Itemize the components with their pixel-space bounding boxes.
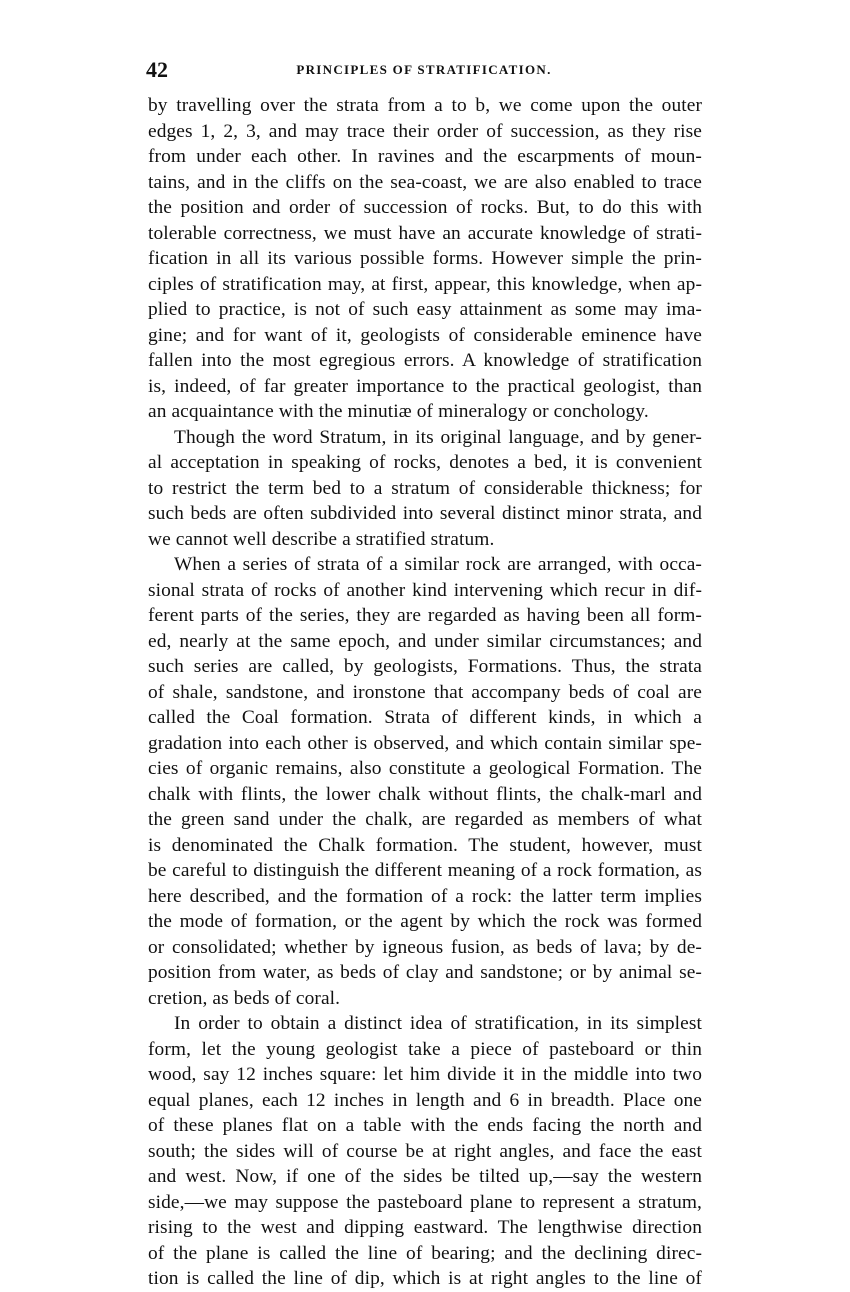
text-line: ed, nearly at the same epoch, and under similar circumstances; and [148,630,702,652]
text-line: sional strata of rocks of another kind intervening which recur in dif- [148,579,702,601]
text-line: of the plane is called the line of bearing; and the declining direc- [148,1242,702,1264]
text-line: the position and order of succession of rocks. But, to do this with [148,197,702,218]
text-line: to restrict the term bed to a stratum of considerable thickness; for [148,477,702,499]
text-line: we cannot well describe a stratified stratum. [148,528,495,550]
text-line: tion is called the line of dip, which is at right angles to the line of [148,1268,702,1289]
text-line: or consolidated; whether by igneous fusion, as beds of lava; by de- [148,936,702,958]
text-line: ferent parts of the series, they are regarded as having been all form- [148,605,702,626]
text-line: side,—we may suppose the pasteboard plane to represent a stratum, [148,1191,702,1213]
text-line: be careful to distinguish the different meaning of a rock formation, as [148,860,702,881]
text-line: rising to the west and dipping eastward. The lengthwise direction [148,1217,702,1238]
text-line: of these planes flat on a table with the ends facing the north and [148,1115,702,1136]
text-line: and west. Now, if one of the sides be tilted up,—say the western [148,1166,702,1187]
text-line: When a series of strata of a similar rock are arranged, with occa- [174,554,702,575]
text-line: is denominated the Chalk formation. The student, however, must [148,834,702,856]
text-line: gradation into each other is observed, and which contain similar spe- [148,732,702,754]
text-line: wood, say 12 inches square: let him divide it in the middle into two [148,1064,702,1085]
text-line: such beds are often subdivided into several distinct minor strata, and [148,503,702,524]
text-line: here described, and the formation of a rock: the latter term implies [148,885,702,907]
text-line: called the Coal formation. Strata of different kinds, in which a [148,707,702,728]
text-line: an acquaintance with the minutiæ of mineralogy or conchology. [148,401,649,422]
text-line: equal planes, each 12 inches in length and 6 in breadth. Place one [148,1089,702,1111]
text-line: the mode of formation, or the agent by which the rock was formed [148,911,702,932]
text-line: plied to practice, is not of such easy attainment as some may ima- [148,299,702,320]
text-line: fication in all its various possible forms. However simple the prin- [148,248,702,269]
text-line: chalk with flints, the lower chalk without flints, the chalk-marl and [148,783,702,805]
running-title: PRINCIPLES OF STRATIFICATION. [296,62,552,77]
text-line: fallen into the most egregious errors. A knowledge of stratification [148,350,702,371]
text-line: In order to obtain a distinct idea of stratification, in its simplest [174,1013,702,1034]
text-line: tolerable correctness, we must have an accurate knowledge of strati- [148,222,702,244]
text-line: cies of organic remains, also constitute a geological Formation. The [148,758,702,779]
text-line: is, indeed, of far greater importance to the practical geologist, than [148,375,702,397]
text-line: south; the sides will of course be at right angles, and face the east [148,1140,702,1162]
text-line: from under each other. In ravines and the escarpments of moun- [148,146,702,167]
text-line: gine; and for want of it, geologists of considerable eminence have [148,324,702,346]
body-text [148,93,702,1292]
text-line: cretion, as beds of coral. [148,987,341,1009]
page-number: 42 [146,57,168,82]
text-line: Though the word Stratum, in its original language, and by gener- [174,426,702,448]
text-line: of shale, sandstone, and ironstone that accompany beds of coal are [148,681,702,703]
text-line: by travelling over the strata from a to b, we come upon the outer [148,95,702,116]
text-line: position from water, as beds of clay and sandstone; or by animal se- [148,962,702,983]
text-line: such series are called, by geologists, Formations. Thus, the strata [148,656,702,677]
page-header [146,58,702,82]
text-line: tains, and in the cliffs on the sea-coast, we are also enabled to trace [148,171,702,193]
text-line: ciples of stratification may, at first, appear, this knowledge, when ap- [148,273,702,295]
text-line: al acceptation in speaking of rocks, denotes a bed, it is convenient [148,452,702,473]
text-line: form, let the young geologist take a piece of pasteboard or thin [148,1038,702,1060]
text-line: the green sand under the chalk, are regarded as members of what [148,809,702,830]
text-line: edges 1, 2, 3, and may trace their order of succession, as they rise [148,120,702,142]
